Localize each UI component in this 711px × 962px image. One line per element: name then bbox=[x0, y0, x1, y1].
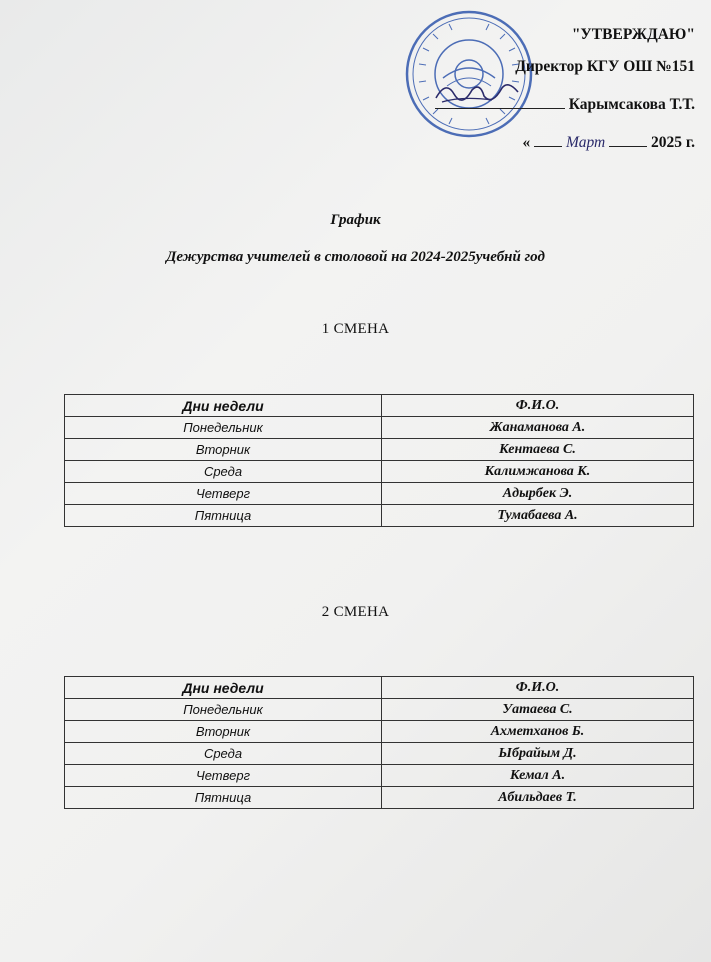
header-days: Дни недели bbox=[65, 677, 382, 699]
table-row bbox=[65, 417, 694, 439]
date-month-underline bbox=[609, 130, 647, 147]
day-cell: Понедельник bbox=[65, 699, 382, 721]
teacher-cell: Ыбрайым Д. bbox=[382, 743, 694, 765]
day-cell: Среда bbox=[65, 743, 382, 765]
approval-name: Карымсакова Т.Т. bbox=[568, 96, 695, 113]
table-header-row bbox=[65, 395, 694, 417]
header-name: Ф.И.О. bbox=[382, 677, 694, 699]
date-day-underline bbox=[534, 130, 562, 147]
table-row bbox=[65, 721, 694, 743]
teacher-cell: Кентаева С. bbox=[382, 439, 694, 461]
shift-2-table bbox=[64, 676, 694, 809]
teacher-cell: Ахметханов Б. bbox=[382, 721, 694, 743]
approval-date-line bbox=[395, 130, 695, 156]
shift-1-table bbox=[64, 394, 694, 527]
day-cell: Четверг bbox=[65, 765, 382, 787]
approval-position: Директор КГУ ОШ №151 bbox=[515, 58, 695, 75]
header-name: Ф.И.О. bbox=[382, 395, 694, 417]
teacher-cell: Калимжанова К. bbox=[382, 461, 694, 483]
teacher-cell: Адырбек Э. bbox=[382, 483, 694, 505]
table-row bbox=[65, 483, 694, 505]
table-row bbox=[65, 699, 694, 721]
day-cell: Пятница bbox=[65, 787, 382, 809]
table-header-row bbox=[65, 677, 694, 699]
day-cell: Понедельник bbox=[65, 417, 382, 439]
table-row bbox=[65, 439, 694, 461]
day-cell: Вторник bbox=[65, 721, 382, 743]
teacher-cell: Тумабаева А. bbox=[382, 505, 694, 527]
header-days: Дни недели bbox=[65, 395, 382, 417]
table-row bbox=[65, 461, 694, 483]
approval-block bbox=[395, 22, 695, 156]
shift-1-label: 1 СМЕНА bbox=[321, 321, 390, 337]
day-cell: Среда bbox=[65, 461, 382, 483]
signature-underline bbox=[435, 92, 565, 109]
teacher-cell: Кемал А. bbox=[382, 765, 694, 787]
approval-name-line bbox=[395, 92, 695, 118]
document-title: График bbox=[330, 212, 381, 228]
table-row bbox=[65, 743, 694, 765]
document-subtitle: Дежурства учителей в столовой на 2024-2025учебнй год bbox=[166, 249, 545, 265]
date-day: « bbox=[522, 134, 531, 151]
date-month: Март bbox=[566, 134, 606, 151]
approval-heading: "УТВЕРЖДАЮ" bbox=[571, 26, 695, 43]
table-row bbox=[65, 765, 694, 787]
table-row bbox=[65, 505, 694, 527]
day-cell: Четверг bbox=[65, 483, 382, 505]
day-cell: Вторник bbox=[65, 439, 382, 461]
day-cell: Пятница bbox=[65, 505, 382, 527]
table-row bbox=[65, 787, 694, 809]
teacher-cell: Уатаева С. bbox=[382, 699, 694, 721]
date-year: 2025 г. bbox=[650, 134, 695, 151]
teacher-cell: Жанаманова А. bbox=[382, 417, 694, 439]
teacher-cell: Абильдаев Т. bbox=[382, 787, 694, 809]
shift-2-label: 2 СМЕНА bbox=[321, 604, 390, 620]
